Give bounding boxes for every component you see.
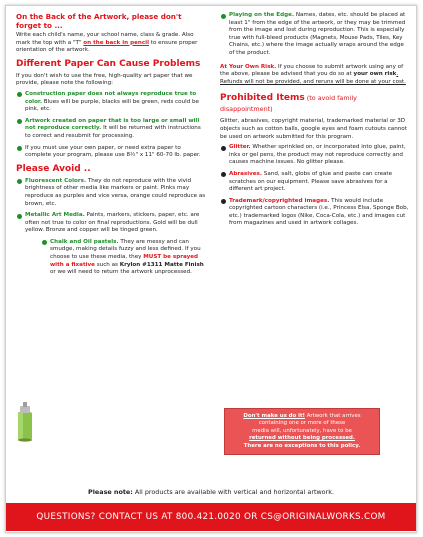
black-dot-icon bbox=[221, 146, 226, 151]
bullet-text: Sand, salt, globs of glue and paste can create scratches on our equipment. Please save abrasives for a different art project. bbox=[229, 170, 393, 193]
black-dot-icon bbox=[221, 199, 226, 204]
back-text-1: Write each child's name, your school name, class & grade. Also mark the top with a "T" bbox=[16, 32, 194, 46]
warning-line-2: containing one or more of these bbox=[258, 420, 346, 427]
prohibited-note: (to avoid family disappointment) bbox=[220, 94, 357, 114]
left-column bbox=[16, 12, 208, 281]
product-name: Krylon #1311 Matte Finish bbox=[119, 261, 204, 268]
black-dot-icon bbox=[221, 172, 226, 177]
note-text: All products are available with vertical and horizontal artwork. bbox=[132, 488, 334, 496]
bullet-must: MUST be sprayed with a fixative bbox=[50, 254, 199, 268]
green-dot-icon bbox=[17, 92, 22, 97]
own-risk-text: If you choose to submit artwork using any of the above, please be advised that you do so at bbox=[220, 63, 404, 78]
warning-box bbox=[224, 408, 380, 455]
warning-text: Artwork that arrives bbox=[304, 413, 361, 419]
back-paragraph bbox=[16, 32, 208, 55]
bullet-construction-paper bbox=[16, 91, 208, 114]
green-dot-icon bbox=[17, 179, 22, 184]
bullet-text: such as bbox=[94, 261, 120, 268]
bullet-fluorescent bbox=[16, 178, 208, 208]
diff-paper-heading: Different Paper Can Cause Problems bbox=[16, 58, 201, 69]
warning-line-5: There are no exceptions to this policy. bbox=[243, 442, 361, 449]
prohibited-heading bbox=[220, 93, 410, 115]
bullet-trademark bbox=[220, 198, 410, 228]
prohibited-intro: Glitter, abrasives, copyright material, trademarked material or 3D objects such as cotton balls, google eyes and foam cutouts cannot be used on artwork submitted for this program. bbox=[220, 118, 407, 140]
green-dot-icon bbox=[17, 214, 22, 219]
green-dot-icon bbox=[221, 14, 226, 19]
green-dot-icon bbox=[42, 240, 47, 245]
bullet-text: They are messy and can smudge, making details fuzzy and less defined. If you choose to use these media, they bbox=[50, 238, 201, 261]
back-text-highlight: on the back in pencil bbox=[83, 39, 150, 46]
bullet-lead: Abrasives. bbox=[229, 170, 263, 177]
own-risk-bold: your own risk bbox=[353, 71, 397, 78]
right-column bbox=[220, 12, 410, 232]
bullet-text: Paints, markers, stickers, paper, etc. are often not true to color on final reproductions. Gold will be dull yellow. Bronze and copper will be tinged green. bbox=[25, 212, 200, 234]
bullet-text: or we will need to return the artwork unprocessed. bbox=[50, 269, 192, 276]
avoid-heading: Please Avoid .. bbox=[16, 163, 91, 174]
green-dot-icon bbox=[17, 119, 22, 124]
bullet-metallic bbox=[16, 212, 208, 235]
prohibited-title: Prohibited Items bbox=[220, 93, 305, 104]
bullet-text: This would include copyrighted cartoon characters (i.e., Princess Elsa, Sponge Bob, etc.) trademarked logos (Nike, Coca-Cola, etc.) and images cut from magazines and used in artwork collages. bbox=[229, 197, 409, 227]
note-label: Please note: bbox=[88, 488, 133, 496]
bullet-lead: Artwork created on paper that is too large or small will not reproduce correctly. bbox=[25, 117, 200, 132]
bullet-lead: Playing on the Edge. bbox=[229, 12, 295, 18]
bullet-lead: Metallic Art Media. bbox=[25, 212, 85, 219]
spray-can-icon bbox=[14, 400, 36, 442]
warning-line-3: media will, unfortunately, have to be bbox=[252, 427, 352, 434]
availability-note bbox=[6, 488, 416, 496]
bullet-text: Blues will be purple, blacks will be green, reds could be pink, etc. bbox=[25, 98, 199, 113]
warning-line-1 bbox=[230, 413, 374, 420]
own-risk-text-2: . Refunds will not be provided, and reruns will be done at your cost. bbox=[220, 71, 406, 85]
diff-paper-intro: If you don't wish to use the free, high-quality art paper that we provide, please note the following: bbox=[16, 72, 193, 87]
warning-lead: Don't make us do it! bbox=[243, 413, 305, 419]
bullet-text: It will be returned with instructions to correct and resubmit for processing. bbox=[25, 125, 201, 139]
green-dot-icon bbox=[17, 146, 22, 151]
bullet-lead: Construction paper does not always reproduce true to color. bbox=[25, 90, 197, 105]
own-risk-paragraph bbox=[220, 64, 410, 87]
bullet-lead: Fluorescent Colors. bbox=[25, 177, 87, 184]
own-risk-lead: At Your Own Risk. bbox=[220, 63, 277, 70]
bullet-edge bbox=[220, 12, 410, 58]
bullet-text: Whether sprinkled on, or incorporated into glue, paint, inks or gel pens, the product may not reproduce correctly and causes machine issues. No glitter please. bbox=[229, 144, 406, 166]
bullet-lead: Chalk and Oil pastels. bbox=[50, 238, 119, 245]
bullet-chalk bbox=[16, 239, 208, 277]
back-heading: On the Back of the Artwork, please don't forget to ... bbox=[16, 12, 182, 30]
bullet-text: They do not reproduce with the vivid brightness of other media like markers or paint. Pinks may reproduce as purples and vice versa, orange could reproduce as brown, etc. bbox=[25, 177, 206, 207]
flyer-page bbox=[5, 5, 417, 533]
bullet-text: If you must use your own paper, or need extra paper to complete your program, please use 8½" x 11" 60-70 lb. paper. bbox=[25, 144, 201, 159]
bullet-lead: Glitter. bbox=[229, 144, 251, 151]
bullet-paper-size bbox=[16, 118, 208, 141]
contact-footer: QUESTIONS? CONTACT US AT 800.421.0020 OR CS@ORIGINALWORKS.COM bbox=[6, 503, 416, 531]
bullet-abrasives bbox=[220, 171, 410, 194]
warning-line-4: returned without being processed. bbox=[249, 435, 355, 442]
bullet-text: Names, dates, etc. should be placed at least 1" from the edge of the artwork, or they may be trimmed from the image and lost during reproduction. This is especially true with full-bleed products (Magnets, Mouse Pads, Tiles, Key Chains, etc.) where the image actually wraps around the edge of the product. bbox=[229, 12, 406, 56]
bullet-lead: Trademark/copyrighted images. bbox=[229, 197, 330, 204]
bullet-glitter bbox=[220, 144, 410, 167]
bullet-own-paper bbox=[16, 145, 208, 160]
back-text-2: to ensure proper orientation of the artwork. bbox=[16, 39, 198, 54]
